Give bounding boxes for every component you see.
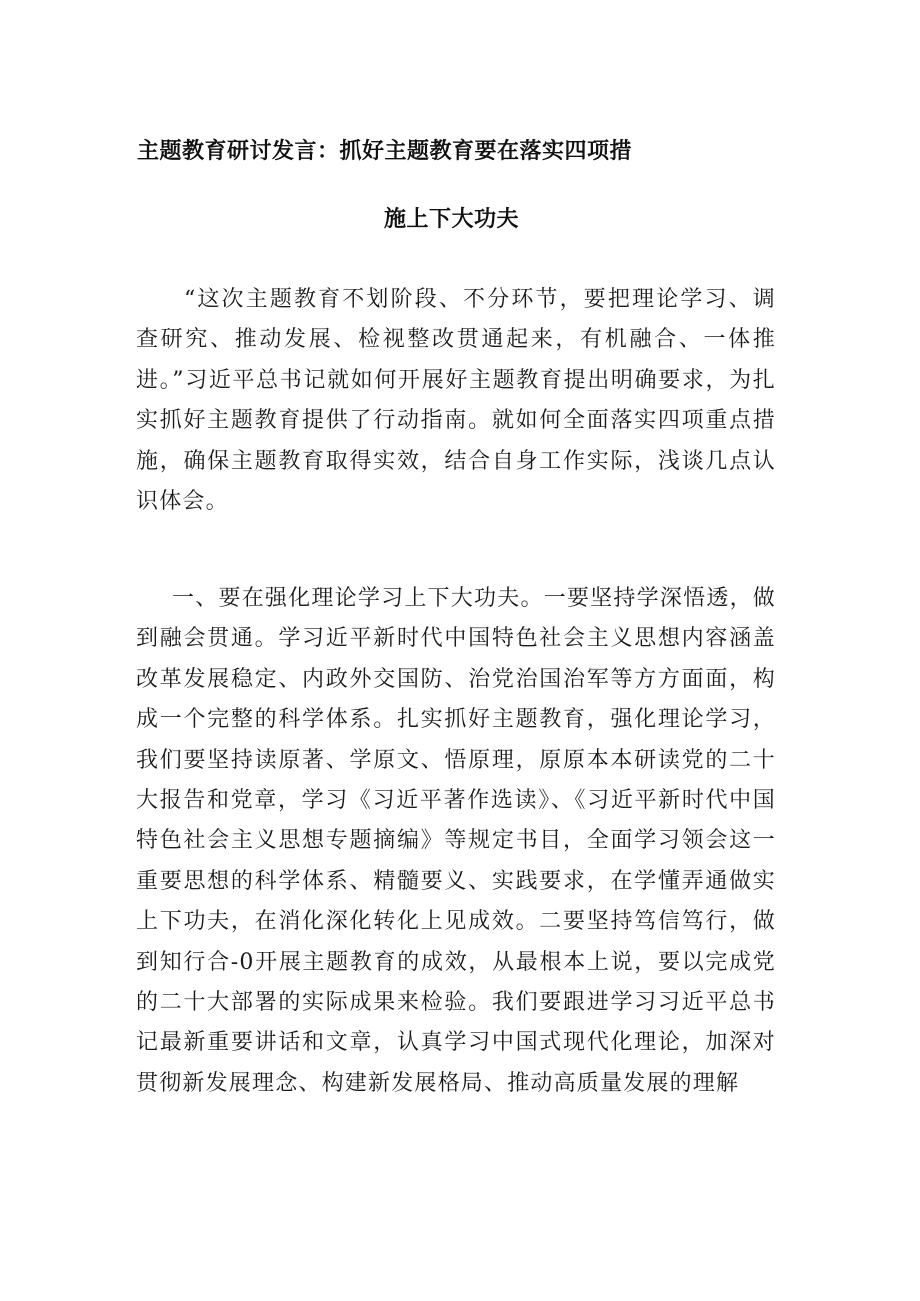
document-title-line-2: 施上下大功夫 xyxy=(384,207,520,232)
document-title-line-1: 主题教育研讨发言：抓好主题教育要在落实四项措 xyxy=(137,139,633,164)
paragraph-intro: “这次主题教育不划阶段、不分环节，要把理论学习、调查研究、推动发展、检视整改贯通起来，有机融合、一体推进。”习近平总书记就如何开展好主题教育提出明确要求，为扎实抓好主题教育提供了行动指南。就如何全面落实四项重点措施，确保主题教育取得实效，结合自身工作实际，浅谈几点认识体会。 xyxy=(136,287,776,515)
paragraph-section-one: 一、要在强化理论学习上下大功夫。一要坚持学深悟透，做到融会贯通。学习近平新时代中国特色社会主义思想内容涵盖改革发展稳定、内政外交国防、治党治国治军等方方面面，构成一个完整的科学体系。扎实抓好主题教育，强化理论学习，我们要坚持读原著、学原文、悟原理，原原本本研读党的二十大报告和党章，学习《习近平著作选读》、《习近平新时代中国特色社会主义思想专题摘编》等规定书目，全面学习领会这一重要思想的科学体系、精髓要义、实践要求，在学懂弄通做实上下功夫，在消化深化转化上见成效。二要坚持笃信笃行，做到知行合-0开展主题教育的成效，从最根本上说，要以完成党的二十大部署的实际成果来检验。我们要跟进学习习近平总书记最新重要讲话和文章，认真学习中国式现代化理论，加深对贯彻新发展理念、构建新发展格局、推动高质量发展的理解 xyxy=(136,586,776,1096)
